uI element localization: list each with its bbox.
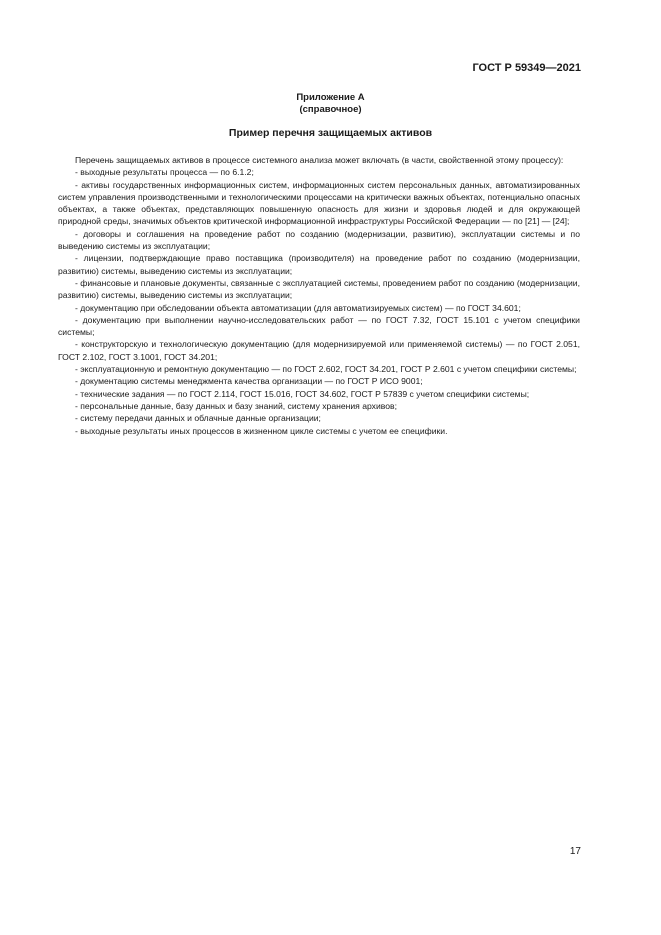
list-item: - выходные результаты процесса — по 6.1.2; — [75, 167, 254, 178]
intro-paragraph: Перечень защищаемых активов в процессе системного анализа может включать (в части, свойственной этому процессу): — [75, 155, 564, 165]
standard-code: ГОСТ Р 59349—2021 — [472, 62, 581, 74]
document-body — [58, 154, 580, 437]
list-item: - систему передачи данных и облачные данные организации; — [75, 413, 321, 424]
appendix-title: Приложение А — [296, 92, 365, 103]
list-item: - лицензии, подтверждающие право поставщика (производителя) на проведение работ по созданию (модернизации, развитию) системы, выведению системы из эксплуатации; — [58, 253, 580, 276]
list-item: - активы государственных информационных систем, информационных систем персональных данных, автоматизированных систем управления производственными и технологическими процессами на критически важных объектах, потенциально опасных объектах, а также объектах, представляющих повышенную опасность для жизни и здоровья людей и для окружающей природной среды, значимых объектов критической информационной инфраструктуры Российской Федерации — по [21] — [24]; — [58, 179, 580, 227]
page-number: 17 — [569, 846, 581, 857]
list-item: - документацию при выполнении научно-исследовательских работ — по ГОСТ 7.32, ГОСТ 15.101 с учетом специфики системы; — [58, 314, 580, 338]
list-item: - эксплуатационную и ремонтную документацию — по ГОСТ 2.602, ГОСТ 34.201, ГОСТ Р 2.601 с учетом специфики системы; — [75, 364, 577, 375]
list-item: - документацию системы менеджмента качества организации — по ГОСТ Р ИСО 9001; — [75, 376, 423, 387]
list-item: - договоры и соглашения на проведение работ по созданию (модернизации, развитию), эксплуатации системы и по выведению системы из эксплуатации; — [58, 228, 580, 252]
list-item: - финансовые и плановые документы, связанные с эксплуатацией системы, проведением работ по созданию (модернизации, развитию) системы, выведению системы из эксплуатации; — [58, 277, 580, 301]
appendix-heading — [0, 92, 661, 116]
list-item: - технические задания — по ГОСТ 2.114, ГОСТ 15.016, ГОСТ 34.602, ГОСТ Р 57839 с учетом специфики системы; — [75, 388, 530, 399]
list-item: - выходные результаты иных процессов в жизненном цикле системы с учетом ее специфики. — [75, 425, 448, 436]
section-title: Пример перечня защищаемых активов — [228, 127, 433, 139]
list-item: - персональные данные, базу данных и базу знаний, систему хранения архивов; — [75, 400, 397, 411]
list-item: - документацию при обследовании объекта автоматизации (для автоматизируемых систем) — по ГОСТ 34.601; — [75, 302, 521, 313]
appendix-type: (справочное) — [299, 104, 362, 115]
list-item: - конструкторскую и технологическую документацию (для модернизируемой или применяемой системы) — по ГОСТ 2.051, ГОСТ 2.102, ГОСТ 3.1001, ГОСТ 34.201; — [58, 339, 580, 362]
